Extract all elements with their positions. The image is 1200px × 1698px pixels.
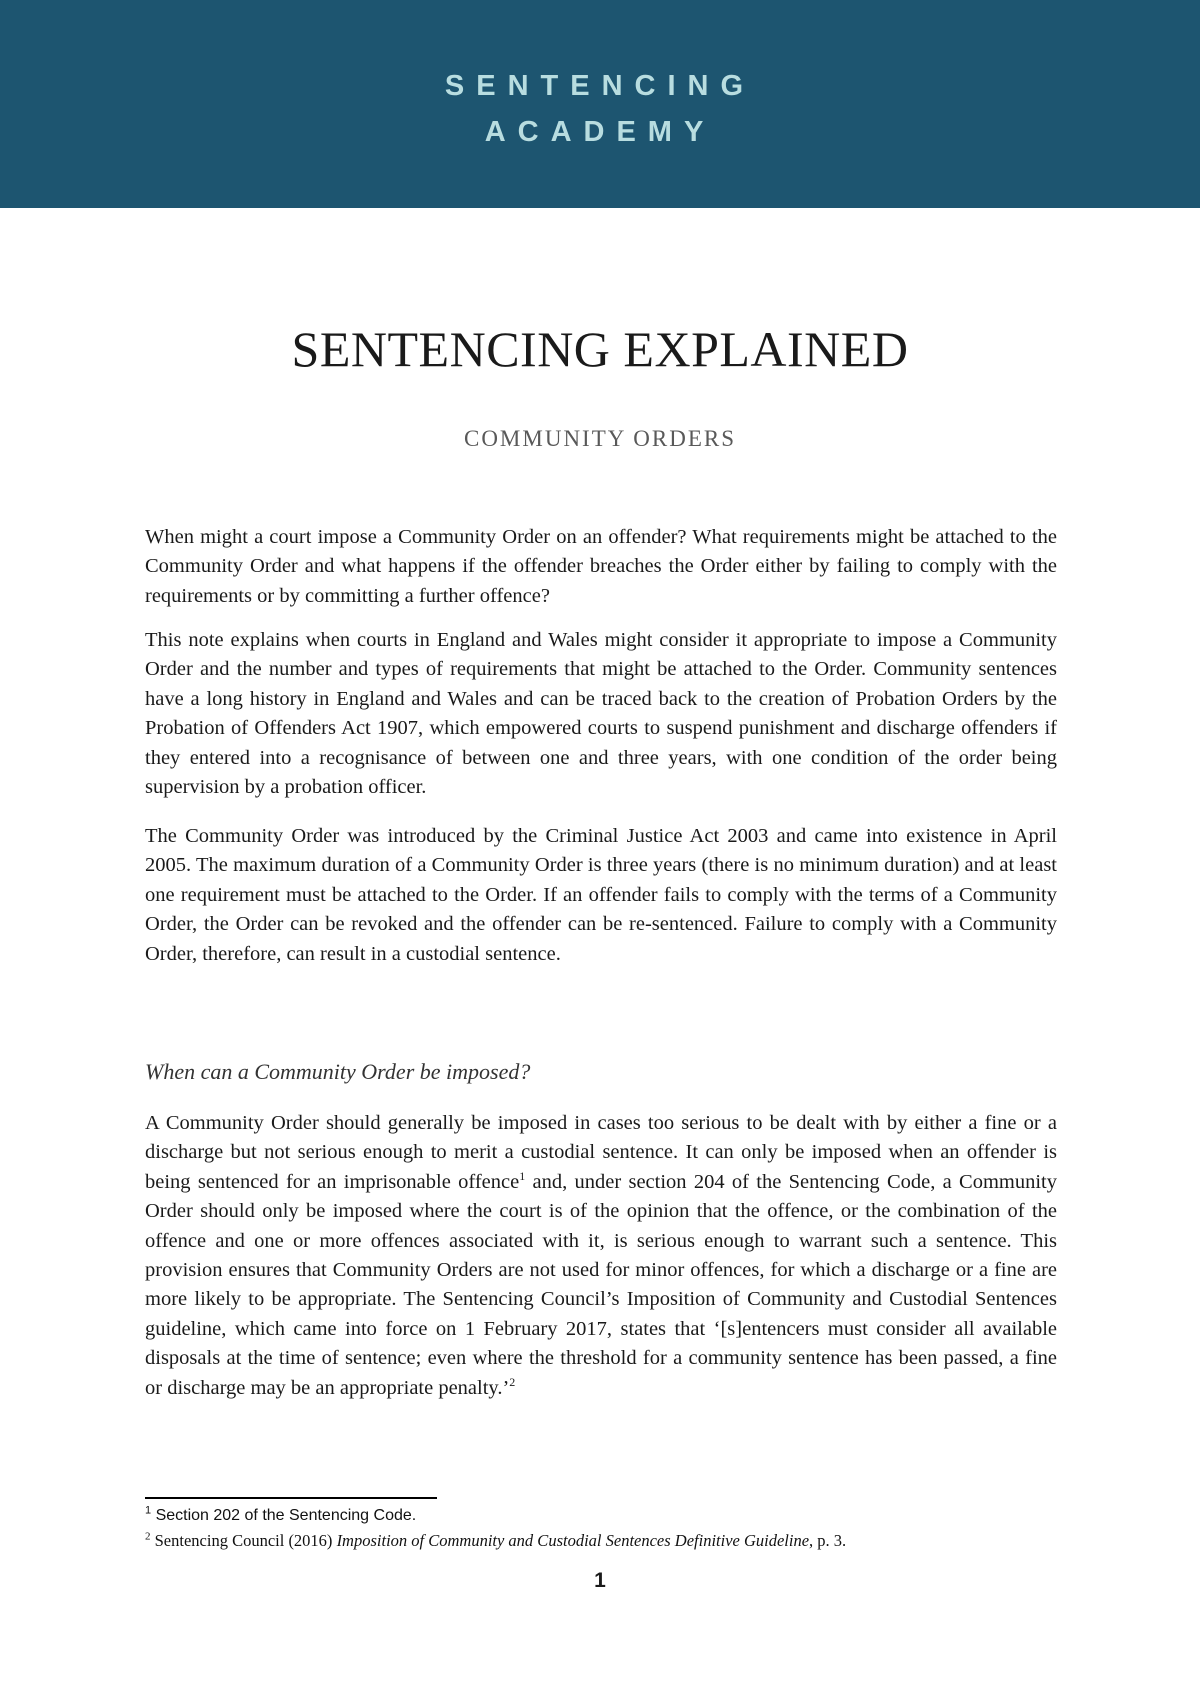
- footnote-reference-2[interactable]: 2: [509, 1374, 516, 1389]
- footnote-2: [145, 1530, 846, 1552]
- section-heading: When can a Community Order be imposed?: [145, 1059, 531, 1084]
- footnote-1: [145, 1505, 416, 1527]
- page-number: 1: [594, 1569, 606, 1592]
- history-paragraph: This note explains when courts in England and Wales might consider it appropriate to impose a Community Order and the number and types of requirements that might be attached to the Order. Community sentences have a long history in England and Wales and can be traced back to the creation of Probation Orders by the Probation of Offenders Act 1907, which empowered courts to suspend punishment and discharge offenders if they entered into a recognisance of between one and three years, with one condition of the order being supervision by a probation officer.: [145, 629, 1057, 799]
- footnote-1-text: Section 202 of the Sentencing Code.: [151, 1507, 417, 1524]
- footnote-reference-1[interactable]: 1: [519, 1168, 526, 1183]
- imposition-text-part-2: and, under section 204 of the Sentencing Code, a Community Order should only be imposed where the court is of the opinion that the offence, or the combination of the offence and one or more offences associated with it, is serious enough to warrant such a sentence. This provision ensures that Community Orders are not used for minor offences, for which a discharge or a fine are more likely to be appropriate. The Sentencing Council’s Imposition of Community and Custodial Sentences guideline, which came into force on 1 February 2017, states that ‘[s]entencers must consider all available disposals at the time of sentence; even where the threshold for a community sentence has been passed, a fine or discharge may be an appropriate penalty.’: [145, 1170, 1057, 1399]
- footnote-2-mark: 2: [145, 1530, 151, 1543]
- footnote-2-suffix: , p. 3.: [809, 1531, 847, 1550]
- imposition-text-part-1: A Community Order should generally be imposed in cases too serious to be dealt with by either a fine or a discharge but not serious enough to merit a custodial sentence. It can only be imposed when an offender is being sentenced for an imprisonable offence: [145, 1112, 1057, 1193]
- footnote-2-guideline-title: Imposition of Community and Custodial Sentences Definitive Guideline: [336, 1531, 810, 1550]
- brand-line-1: SENTENCING: [444, 70, 756, 102]
- footnote-separator: [145, 1497, 437, 1499]
- header-banner: [0, 0, 1200, 208]
- intro-paragraph: When might a court impose a Community Order on an offender? What requirements might be attached to the Community Order and what happens if the offender breaches the Order either by failing to comply with the requirements or by committing a further offence?: [145, 526, 1057, 607]
- brand-line-2: ACADEMY: [484, 116, 716, 148]
- document-subtitle: COMMUNITY ORDERS: [463, 426, 737, 451]
- footnote-2-prefix: Sentencing Council (2016): [150, 1531, 337, 1550]
- imposition-paragraph: [145, 1109, 1057, 1403]
- document-title: SENTENCING EXPLAINED: [291, 320, 909, 377]
- footnote-1-mark: 1: [145, 1504, 152, 1517]
- introduction-paragraph: The Community Order was introduced by the Criminal Justice Act 2003 and came into existence in April 2005. The maximum duration of a Community Order is three years (there is no minimum duration) and at least one requirement must be attached to the Order. If an offender fails to comply with the terms of a Community Order, the Order can be revoked and the offender can be re-sentenced. Failure to comply with a Community Order, therefore, can result in a custodial sentence.: [145, 825, 1057, 965]
